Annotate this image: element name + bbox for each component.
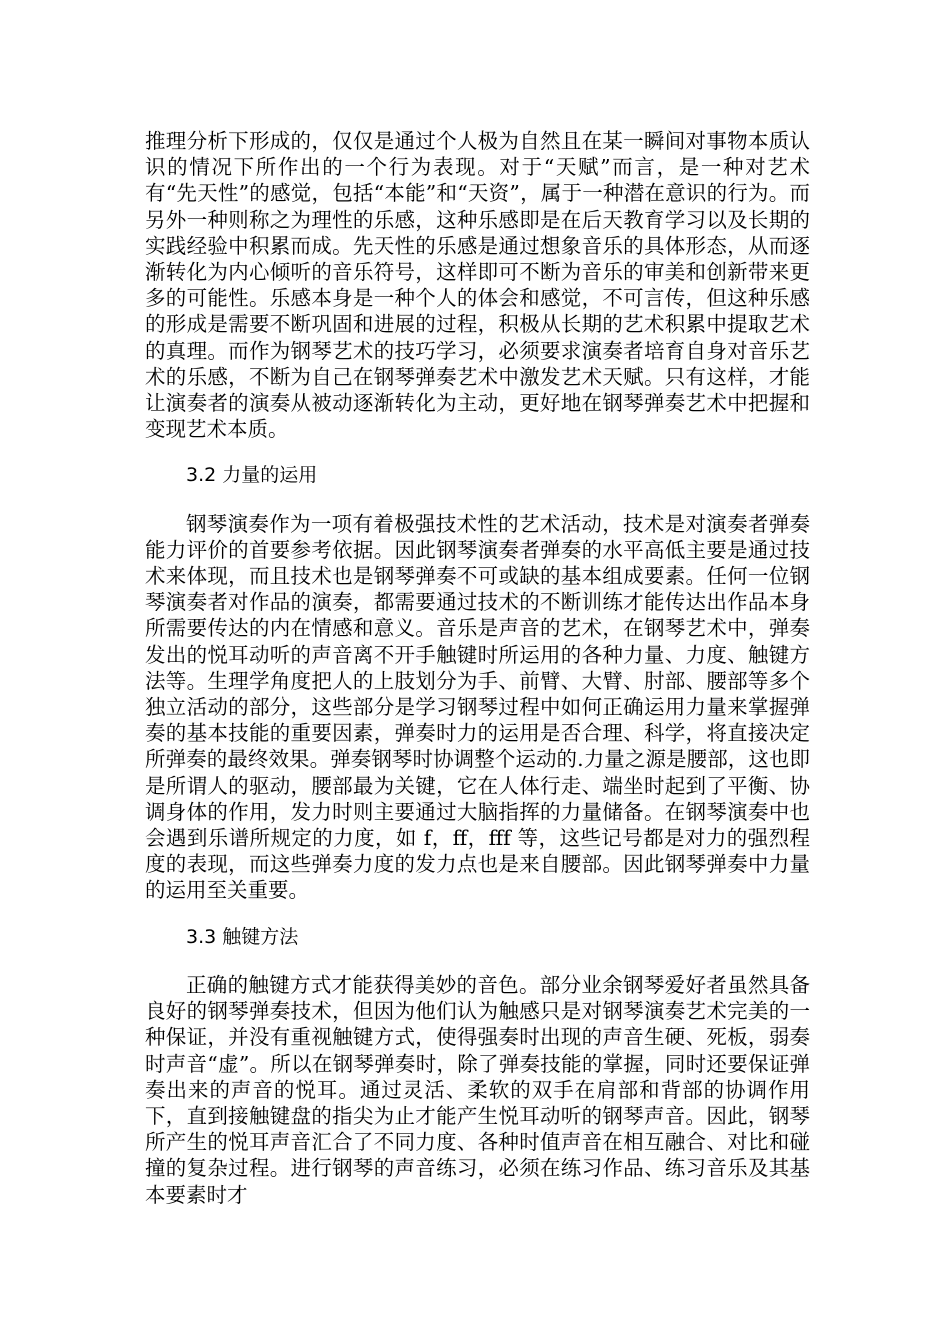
document-body <box>145 128 810 1208</box>
section-heading-3-3: 3.3 触键方法 <box>186 925 299 948</box>
section-heading-3-2: 3.2 力量的运用 <box>186 464 318 487</box>
paragraph-continuation: 推理分析下形成的，仅仅是通过个人极为自然且在某一瞬间对事物本质认识的情况下所作出的一个行为表现。对于“天赋”而言，是一种对艺术有“先天性”的感觉，包括“本能”和“天资”，属于一种潜在意识的行为。而另外一种则称之为理性的乐感，这种乐感即是在后天教育学习以及长期的实践经验中积累而成。先天性的乐感是通过想象音乐的具体形态，从而逐渐转化为内心倾听的音乐符号，这样即可不断为音乐的审美和创新带来更多的可能性。乐感本身是一种个人的体会和感觉，不可言传，但这种乐感的形成是需要不断巩固和进展的过程，积极从长期的艺术积累中提取艺术的真理。而作为钢琴艺术的技巧学习，必须要求演奏者培育自身对音乐艺术的乐感，不断为自己在钢琴弹奏艺术中激发艺术天赋。只有这样，才能让演奏者的演奏从被动逐渐转化为主动，更好地在钢琴弹奏艺术中把握和变现艺术本质。 <box>145 129 810 442</box>
paragraph-force-usage: 钢琴演奏作为一项有着极强技术性的艺术活动，技术是对演奏者弹奏能力评价的首要参考依据。因此钢琴演奏者弹奏的水平高低主要是通过技术来体现，而且技术也是钢琴弹奏不可或缺的基本组成要素。任何一位钢琴演奏者对作品的演奏，都需要通过技术的不断训练才能传达出作品本身所需要传达的内在情感和意义。音乐是声音的艺术，在钢琴艺术中，弹奏发出的悦耳动听的声音离不开手触键时所运用的各种力量、力度、触键方法等。生理学角度把人的上肢划分为手、前臂、大臂、肘部、腰部等多个独立活动的部分，这些部分是学习钢琴过程中如何正确运用力量来掌握弹奏的基本技能的重要因素，弹奏时力的运用是否合理、科学，将直接决定所弹奏的最终效果。弹奏钢琴时协调整个运动的.力量之源是腰部，这也即是所谓人的驱动，腰部最为关键，它在人体行走、端坐时起到了平衡、协调身体的作用，发力时则主要通过大脑指挥的力量储备。在钢琴演奏中也会遇到乐谱所规定的力度，如 f，ff，fff 等，这些记号都是对力的强烈程度的表现，而这些弹奏力度的发力点也是来自腰部。因此钢琴弹奏中力量的运用至关重要。 <box>145 511 810 903</box>
paragraph-touch-method: 正确的触键方式才能获得美妙的音色。部分业余钢琴爱好者虽然具备良好的钢琴弹奏技术，但因为他们认为触感只是对钢琴演奏艺术完美的一种保证，并没有重视触键方式，使得强奏时出现的声音生硬、死板，弱奏时声音“虚”。所以在钢琴弹奏时，除了弹奏技能的掌握，同时还要保证弹奏出来的声音的悦耳。通过灵活、柔软的双手在肩部和背部的协调作用下，直到接触键盘的指尖为止才能产生悦耳动听的钢琴声音。因此，钢琴所产生的悦耳声音汇合了不同力度、各种时值声音在相互融合、对比和碰撞的复杂过程。进行钢琴的声音练习，必须在练习作品、练习音乐及其基本要素时才 <box>145 972 810 1207</box>
